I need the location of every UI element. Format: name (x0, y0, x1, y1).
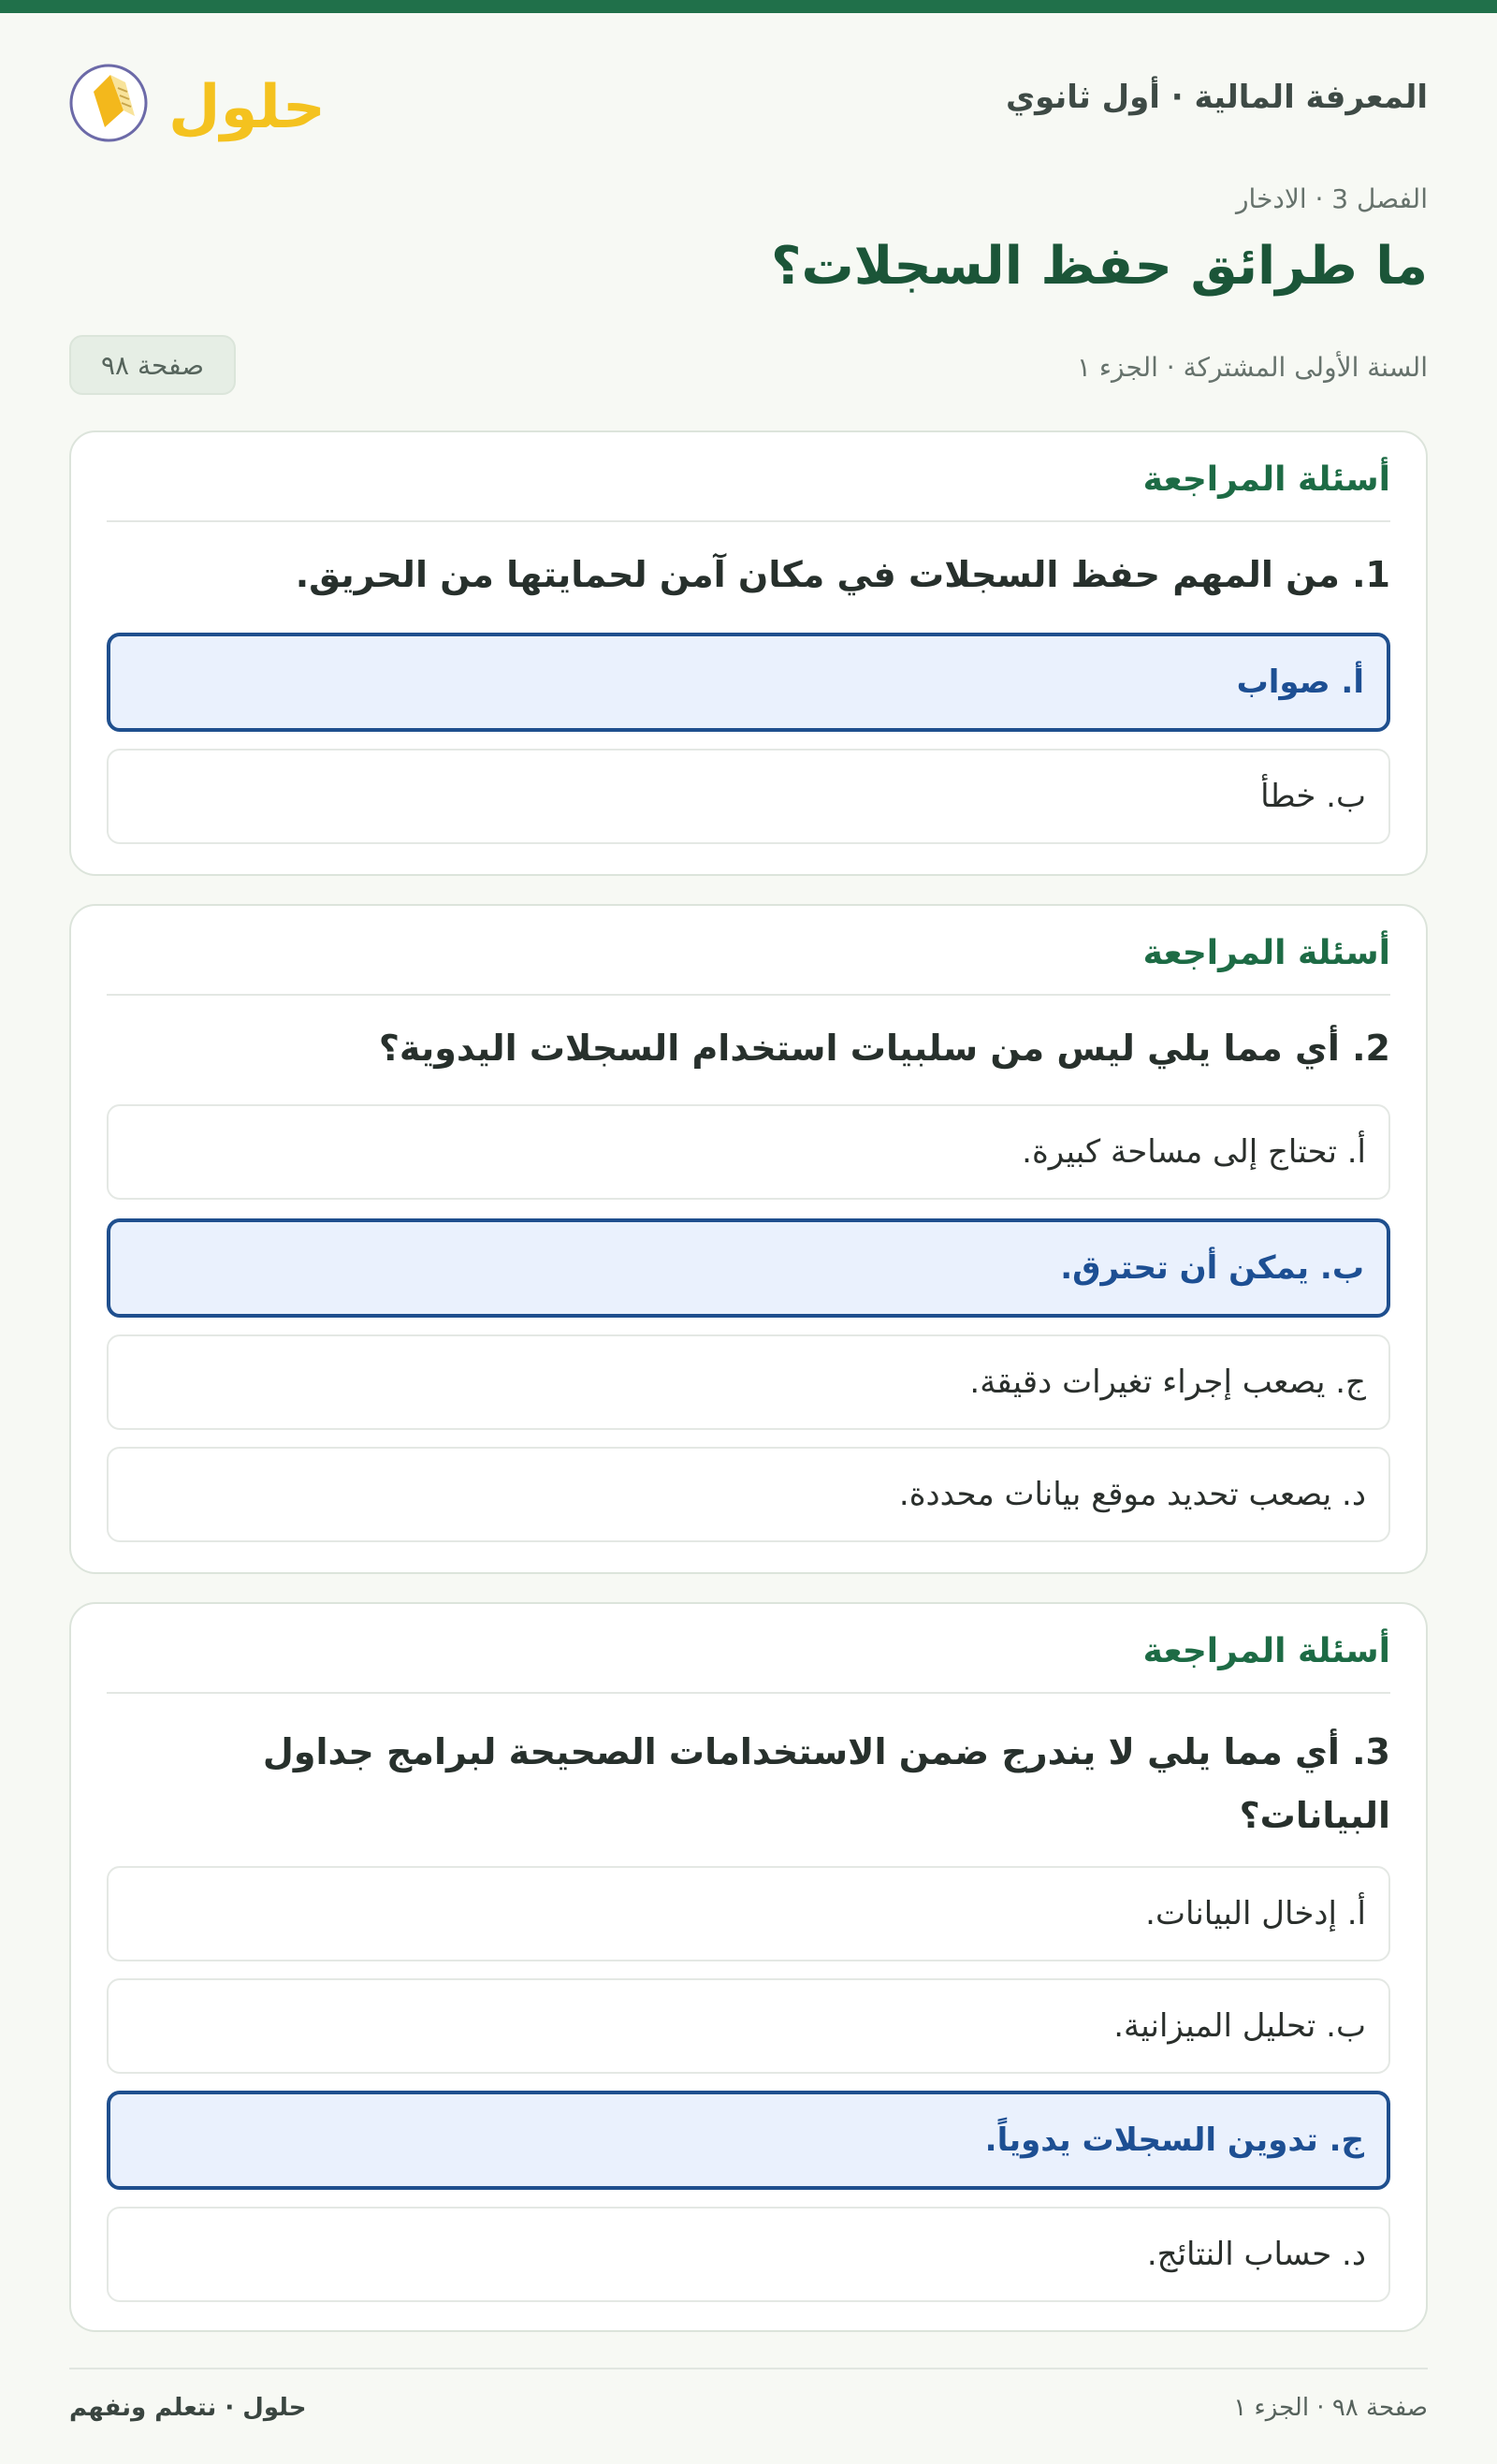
chapter-label: الفصل 3 · الادخار (1236, 183, 1428, 214)
card-heading: أسئلة المراجعة (107, 460, 1390, 522)
grade-part-label: السنة الأولى المشتركة · الجزء ١ (1076, 352, 1428, 383)
footer-page-info: صفحة ٩٨ · الجزء ١ (1233, 2394, 1428, 2422)
card-heading: أسئلة المراجعة (107, 1632, 1390, 1694)
subject-title: المعرفة المالية · أول ثانوي (1005, 79, 1428, 116)
answer-option[interactable]: د. يصعب تحديد موقع بيانات محددة. (107, 1447, 1390, 1542)
card-heading: أسئلة المراجعة (107, 934, 1390, 996)
answer-option[interactable]: أ. صواب (107, 633, 1390, 732)
hulul-logo[interactable] (69, 54, 326, 148)
page-header (69, 54, 1428, 148)
question-text: 2. أي مما يلي ليس من سلبيات استخدام السجلات اليدوية؟ (378, 1028, 1390, 1069)
footer-divider (69, 2368, 1428, 2369)
footer-brand: حلول · نتعلم ونفهم (69, 2394, 307, 2422)
page-title: ما طرائق حفظ السجلات؟ (771, 236, 1428, 297)
review-card-1 (69, 430, 1428, 876)
answer-option[interactable]: د. حساب النتائج. (107, 2207, 1390, 2302)
answer-option[interactable]: ج. تدوين السجلات يدوياً. (107, 2091, 1390, 2190)
logo-wordmark: حلول (168, 73, 326, 142)
answer-option[interactable]: أ. إدخال البيانات. (107, 1866, 1390, 1961)
review-card-3 (69, 1602, 1428, 2332)
review-card-2 (69, 904, 1428, 1574)
answer-option[interactable]: ب. خطأ (107, 749, 1390, 844)
question-text: 1. من المهم حفظ السجلات في مكان آمن لحمايتها من الحريق. (295, 554, 1390, 595)
question-text: 3. أي مما يلي لا يندرج ضمن الاستخدامات الصحيحة لبرامج جداول البيانات؟ (262, 1731, 1390, 1836)
answer-option[interactable]: أ. تحتاج إلى مساحة كبيرة. (107, 1104, 1390, 1200)
top-accent-bar (0, 0, 1497, 13)
book-icon (71, 66, 146, 140)
answer-option[interactable]: ب. يمكن أن تحترق. (107, 1218, 1390, 1318)
answer-option[interactable]: ب. تحليل الميزانية. (107, 1978, 1390, 2074)
answer-option[interactable]: ج. يصعب إجراء تغيرات دقيقة. (107, 1334, 1390, 1430)
page-number-badge: صفحة ٩٨ (69, 335, 236, 395)
